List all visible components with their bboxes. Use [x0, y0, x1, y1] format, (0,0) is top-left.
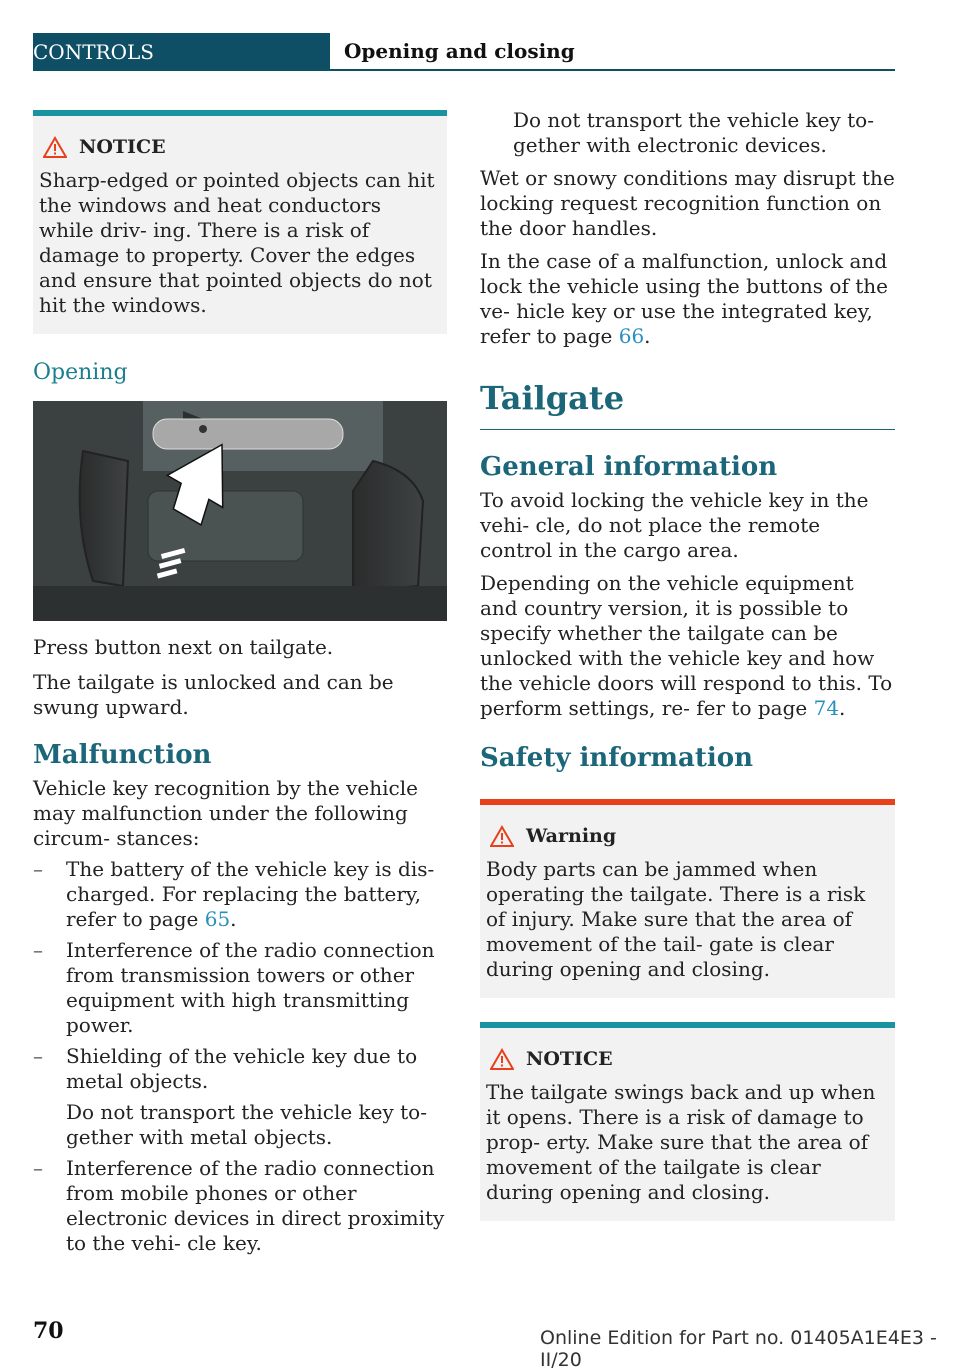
right-column — [480, 108, 895, 1221]
electronic-subnote: Do not transport the vehicle key to‐ gether with electronic devices. — [513, 108, 874, 157]
press-text: Press button next on tailgate. — [33, 635, 334, 659]
page-link-65[interactable]: 65 — [204, 907, 231, 931]
warning-body: Body parts can be jammed when operating the tailgate. There is a risk of injury. Make sure that the area of movement of the tail‐ gate is clear during opening and closing. — [486, 857, 866, 981]
general-heading: General information — [480, 452, 778, 482]
general-text-2: Depending on the vehicle equipment and country version, it is possible to specify whether the tailgate can be unlocked with the vehicle key and how the vehicle doors will respond to this. To perform settings, re‐ fer to page 74. — [480, 571, 893, 720]
malfunction-list — [33, 857, 447, 1256]
list-item: – Shielding of the vehicle key due to metal objects. — [33, 1044, 418, 1093]
warning-title — [486, 825, 887, 847]
malfunction-heading: Malfunction — [33, 740, 212, 770]
list-item: – The battery of the vehicle key is dis‐ charged. For replacing the battery, refer to page 65. — [33, 857, 435, 931]
warning-triangle-icon — [43, 136, 67, 158]
list-item: – Interference of the radio connection from mobile phones or other electronic devices in direct proximity to the vehi‐ cle key. — [33, 1156, 445, 1255]
unlocked-text: The tailgate is unlocked and can be swung upward. — [33, 670, 394, 719]
notice-body-2: The tailgate swings back and up when it opens. There is a risk of damage to prop‐ erty. Make sure that the area of movement of the tailgate is clear during opening and closing. — [486, 1080, 876, 1204]
tailgate-illustration — [33, 401, 447, 621]
general-text-1: To avoid locking the vehicle key in the vehi‐ cle, do not place the remote control in the cargo area. — [480, 488, 869, 562]
wet-text: Wet or snowy conditions may disrupt the locking request recognition function on the door handles. — [480, 166, 895, 240]
metal-subnote: Do not transport the vehicle key to‐ gether with metal objects. — [66, 1100, 427, 1149]
page-link-66[interactable]: 66 — [618, 324, 645, 348]
page-number: 70 — [33, 1318, 64, 1344]
safety-heading: Safety information — [480, 743, 754, 773]
warning-triangle-icon — [490, 825, 514, 847]
header-title: Opening and closing — [330, 33, 895, 71]
opening-heading: Opening — [33, 360, 128, 385]
page-link-74[interactable]: 74 — [813, 696, 840, 720]
warning-triangle-icon — [490, 1048, 514, 1070]
notice-title-text-2: NOTICE — [526, 1048, 613, 1070]
notice-title — [39, 136, 439, 158]
notice-box — [33, 110, 447, 334]
header-section-label: CONTROLS — [33, 40, 154, 64]
header-section — [33, 33, 330, 71]
notice-title-text: NOTICE — [79, 136, 166, 158]
tailgate-photo — [33, 401, 447, 621]
list-item: – Interference of the radio connection from transmission towers or other equipment with high transmitting power. — [33, 938, 435, 1037]
tailgate-heading: Tailgate — [480, 379, 895, 430]
left-column — [33, 110, 447, 1256]
footer-text: Online Edition for Part no. 01405A1E4E3 - II/20 — [540, 1327, 937, 1371]
malfunction-intro: Vehicle key recognition by the vehicle may malfunction under the following circum‐ stances: — [33, 776, 418, 850]
malfunction-text: In the case of a malfunction, unlock and lock the vehicle using the buttons of the ve‐ hicle key or use the integrated key, refer to page 66. — [480, 249, 888, 348]
warning-box — [480, 799, 895, 998]
notice-box-2 — [480, 1022, 895, 1221]
notice-body: Sharp-edged or pointed objects can hit the windows and heat conductors while driv‐ ing. There is a risk of damage to property. Cover the edges and ensure that pointed objects do not hit the windows. — [39, 168, 435, 317]
warning-title-text: Warning — [526, 825, 617, 847]
notice-title-2 — [486, 1048, 887, 1070]
